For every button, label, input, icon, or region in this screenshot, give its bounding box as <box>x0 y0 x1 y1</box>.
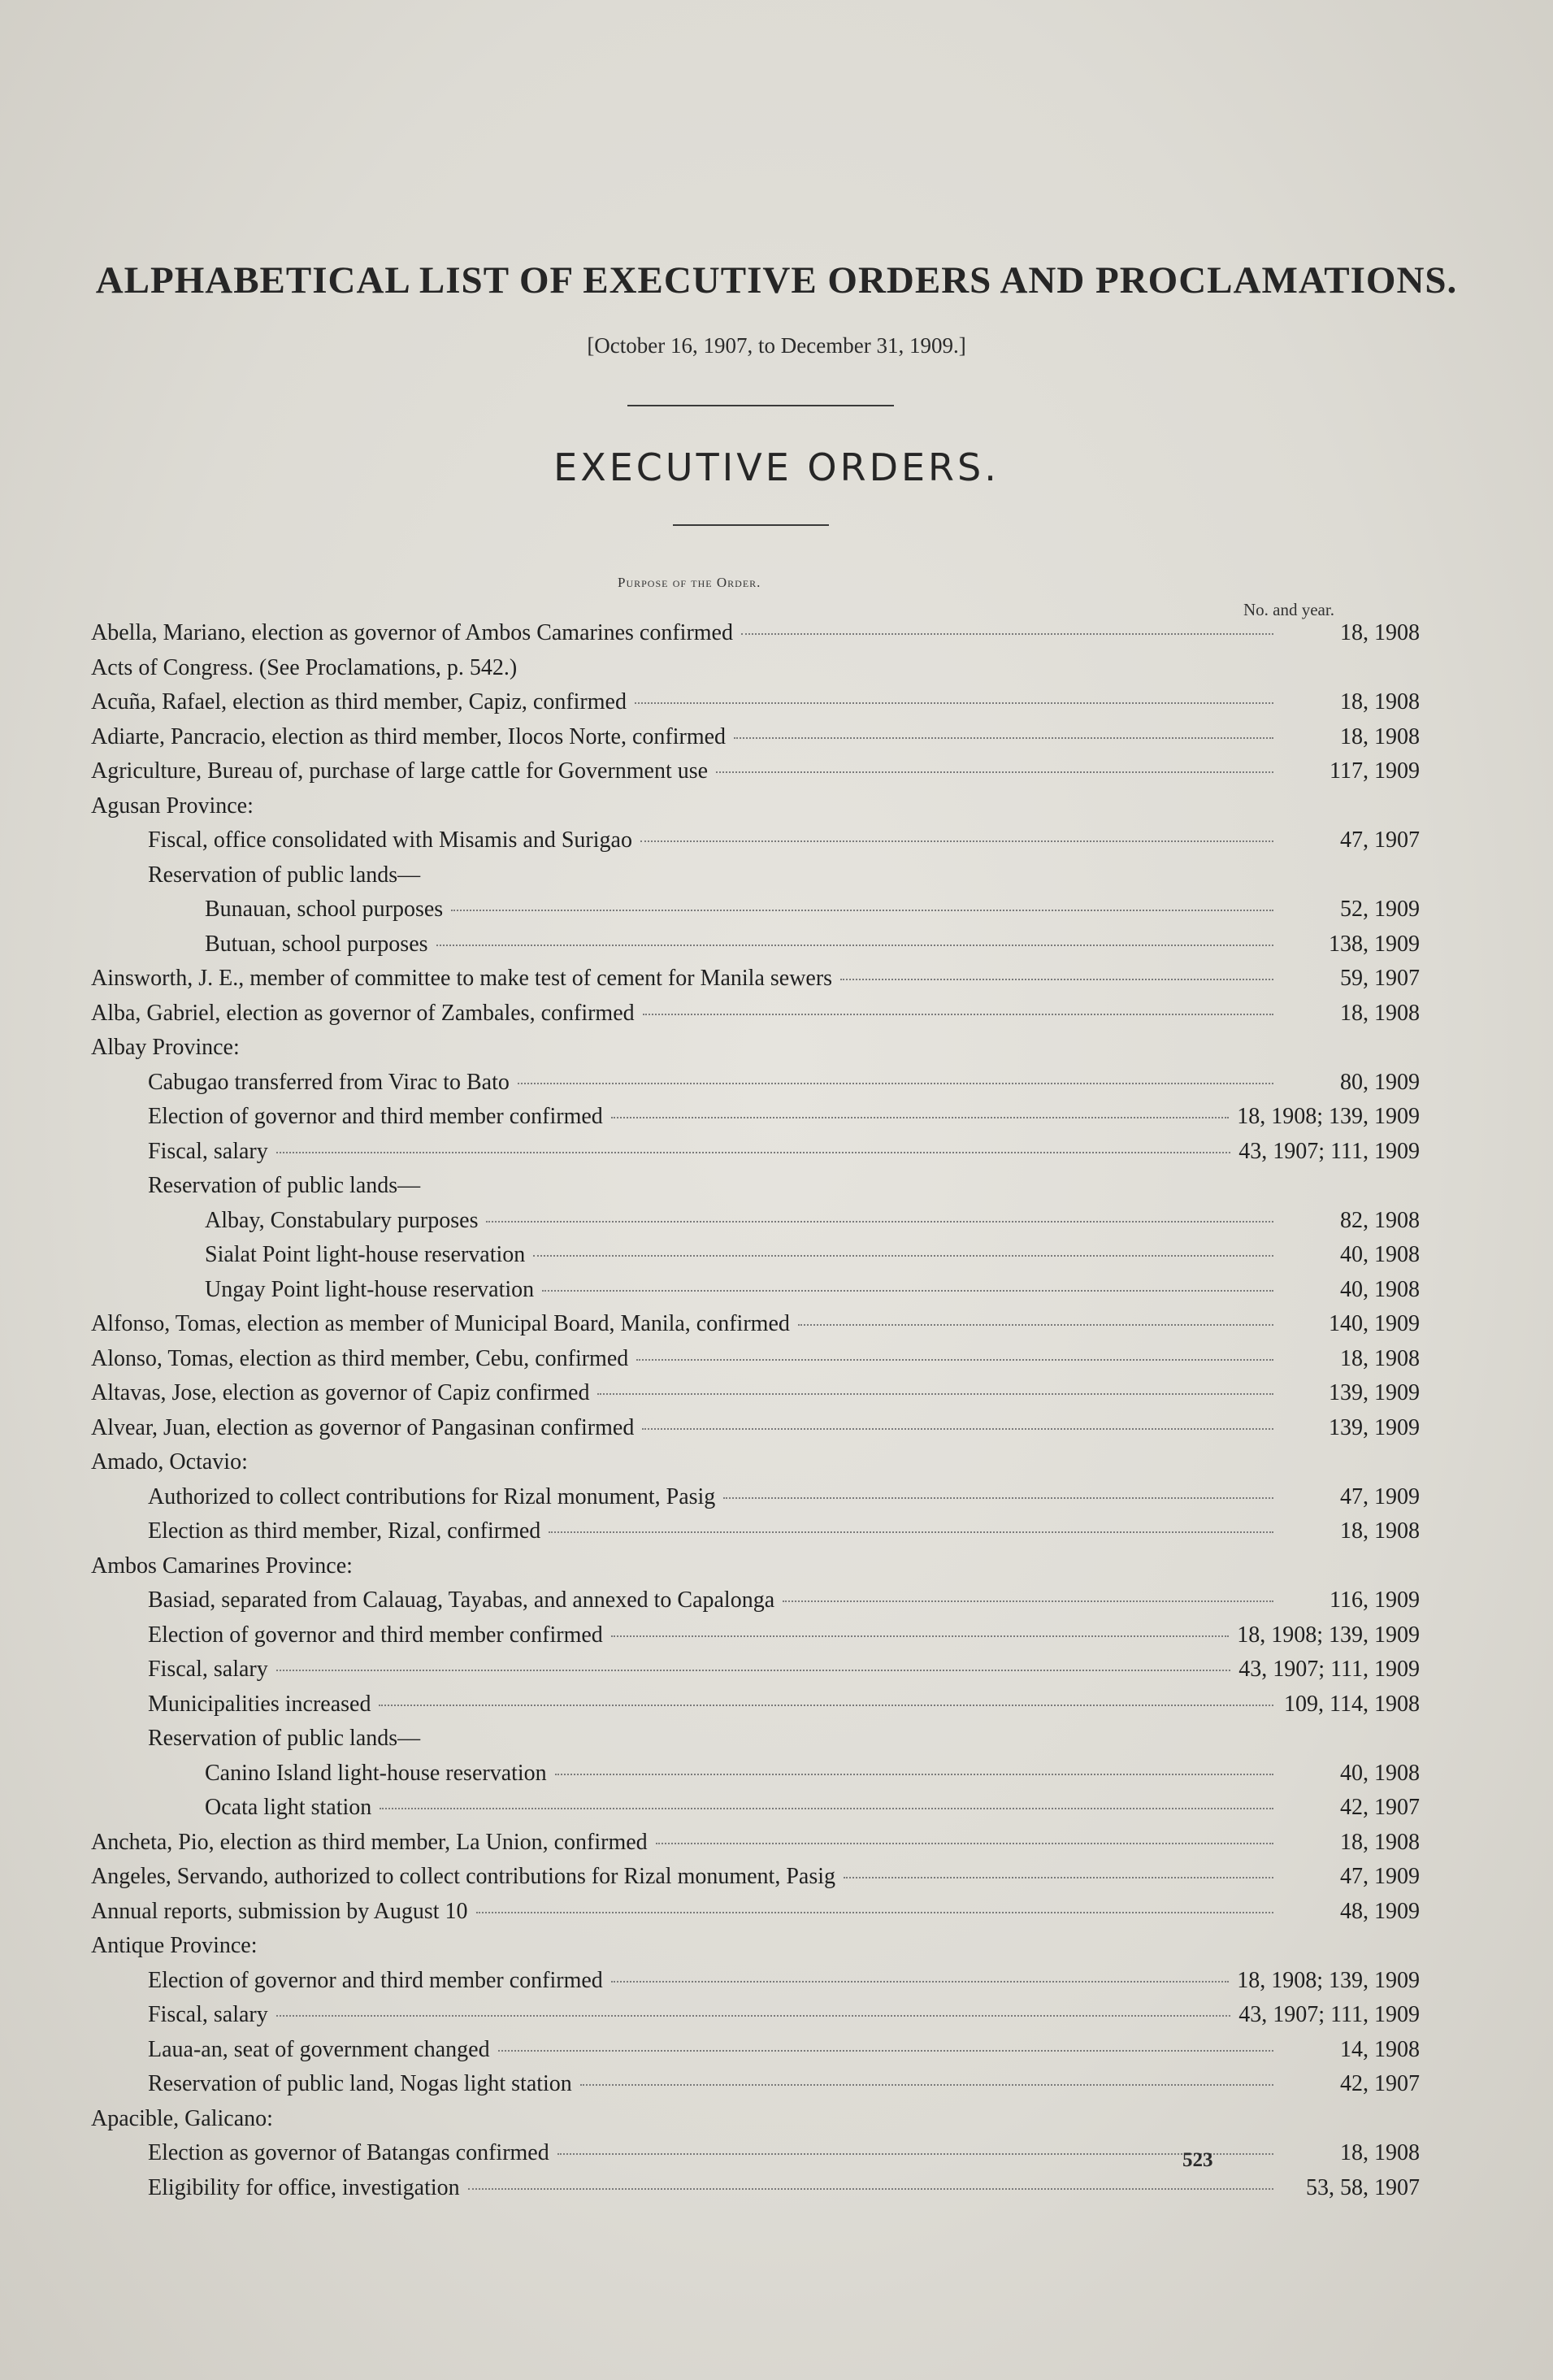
entry-text: Albay Province: <box>91 1035 240 1060</box>
entry-number: 18, 1908; 139, 1909 <box>1237 1104 1420 1129</box>
list-item <box>91 1583 1420 1618</box>
entry-number: 59, 1907 <box>1340 966 1420 991</box>
list-item <box>91 651 1420 686</box>
entry-text: Bunauan, school purposes <box>205 897 444 922</box>
entry-text: Antique Province: <box>91 1933 258 1958</box>
entry-text: Election as governor of Batangas confirmed <box>148 2140 549 2165</box>
list-item <box>91 1342 1420 1377</box>
leader-dots <box>611 1117 1229 1118</box>
entry-number: 80, 1909 <box>1340 1069 1420 1095</box>
entry-text: Reservation of public lands— <box>148 862 421 888</box>
list-item <box>91 2067 1420 2102</box>
list-item <box>91 1687 1420 1722</box>
list-item <box>91 1445 1420 1480</box>
list-item <box>91 1929 1420 1964</box>
list-item <box>91 1238 1420 1273</box>
entry-text: Acts of Congress. (See Proclamations, p. 542.) <box>91 654 518 680</box>
leader-dots <box>276 1152 1231 1153</box>
leader-dots <box>498 2050 1273 2052</box>
entry-text: Agriculture, Bureau of, purchase of large cattle for Government use <box>91 758 709 784</box>
entry-text: Fiscal, salary <box>148 1657 268 1682</box>
leader-dots <box>451 910 1273 911</box>
entry-number: 43, 1907; 111, 1909 <box>1238 2002 1420 2027</box>
entry-text: Fiscal, salary <box>148 2002 268 2027</box>
list-item <box>91 1066 1420 1101</box>
entry-text: Ocata light station <box>205 1795 372 1820</box>
list-item <box>91 997 1420 1031</box>
entry-number: 18, 1908 <box>1340 689 1420 714</box>
list-item <box>91 754 1420 789</box>
entry-number: 18, 1908; 139, 1909 <box>1237 1622 1420 1648</box>
list-item <box>91 1307 1420 1342</box>
leader-dots <box>542 1290 1273 1292</box>
leader-dots <box>557 2153 1273 2155</box>
leader-dots <box>597 1393 1273 1395</box>
entry-number: 116, 1909 <box>1330 1587 1420 1613</box>
entry-text: Laua-an, seat of government changed <box>148 2036 490 2062</box>
leader-dots <box>798 1324 1273 1326</box>
entry-number: 42, 1907 <box>1340 1795 1420 1820</box>
entry-number: 42, 1907 <box>1340 2071 1420 2096</box>
entry-number: 18, 1908; 139, 1909 <box>1237 1967 1420 1993</box>
list-item <box>91 685 1420 720</box>
entry-text: Municipalities increased <box>148 1691 371 1717</box>
entry-text: Alfonso, Tomas, election as member of Municipal Board, Manila, confirmed <box>91 1311 790 1336</box>
leader-dots <box>643 1014 1273 1015</box>
list-item <box>91 2033 1420 2068</box>
entry-number: 18, 1908 <box>1340 1829 1420 1855</box>
leader-dots <box>379 1705 1273 1706</box>
entry-number: 138, 1909 <box>1329 931 1420 957</box>
leader-dots <box>640 840 1273 842</box>
entry-text: Acuña, Rafael, election as third member, Capiz, confirmed <box>91 689 627 714</box>
section-title: EXECUTIVE ORDERS. <box>553 445 1000 489</box>
entry-text: Eligibility for office, investigation <box>148 2174 460 2200</box>
entry-text: Angeles, Servando, authorized to collect contributions for Rizal monument, Pasig <box>91 1864 836 1889</box>
entry-text: Reservation of public land, Nogas light station <box>148 2071 572 2096</box>
page-title: ALPHABETICAL LIST OF EXECUTIVE ORDERS AND PROCLAMATIONS. <box>95 259 1458 302</box>
list-item <box>91 1964 1420 1999</box>
entry-number: 82, 1908 <box>1340 1207 1420 1233</box>
leader-dots <box>476 1912 1273 1913</box>
list-item <box>91 1998 1420 2033</box>
entry-text: Agusan Province: <box>91 793 254 819</box>
divider-bottom <box>673 524 829 526</box>
leader-dots <box>276 1670 1231 1671</box>
entry-text: Adiarte, Pancracio, election as third member, Ilocos Norte, confirmed <box>91 723 727 749</box>
list-item <box>91 1514 1420 1549</box>
column-header-purpose: Purpose of the Order. <box>618 575 761 590</box>
entry-number: 18, 1908 <box>1340 1000 1420 1026</box>
list-item <box>91 1722 1420 1757</box>
entry-text: Alvear, Juan, election as governor of Pangasinan confirmed <box>91 1414 635 1440</box>
leader-dots <box>549 1531 1273 1533</box>
leader-dots <box>636 1359 1273 1361</box>
entry-text: Election as third member, Rizal, confirmed <box>148 1518 541 1544</box>
entry-number: 52, 1909 <box>1340 897 1420 922</box>
leader-dots <box>723 1497 1273 1499</box>
entry-text: Apacible, Galicano: <box>91 2105 273 2131</box>
entry-text: Ungay Point light-house reservation <box>205 1276 535 1302</box>
list-item <box>91 1895 1420 1930</box>
column-header-number: No. and year. <box>1243 600 1334 619</box>
list-item <box>91 1204 1420 1239</box>
leader-dots <box>844 1877 1273 1878</box>
entry-text: Altavas, Jose, election as governor of Capiz confirmed <box>91 1380 590 1405</box>
leader-dots <box>276 2015 1231 2017</box>
entry-number: 18, 1908 <box>1340 723 1420 749</box>
leader-dots <box>642 1428 1273 1430</box>
entry-number: 139, 1909 <box>1329 1414 1420 1440</box>
list-item <box>91 892 1420 927</box>
entry-list <box>91 616 1420 2205</box>
leader-dots <box>656 1843 1273 1844</box>
list-item <box>91 2136 1420 2171</box>
leader-dots <box>716 771 1273 773</box>
entry-text: Authorized to collect contributions for Rizal monument, Pasig <box>148 1483 716 1509</box>
leader-dots <box>611 1635 1229 1637</box>
entry-number: 140, 1909 <box>1329 1311 1420 1336</box>
leader-dots <box>580 2084 1273 2086</box>
leader-dots <box>555 1774 1273 1775</box>
entry-text: Basiad, separated from Calauag, Tayabas, and annexed to Capalonga <box>148 1587 775 1613</box>
list-item <box>91 1031 1420 1066</box>
entry-text: Ambos Camarines Province: <box>91 1553 353 1579</box>
list-item <box>91 1757 1420 1792</box>
entry-text: Alonso, Tomas, election as third member, Cebu, confirmed <box>91 1345 629 1371</box>
list-item <box>91 1273 1420 1308</box>
leader-dots <box>611 1981 1229 1983</box>
entry-text: Ancheta, Pio, election as third member, La Union, confirmed <box>91 1829 648 1855</box>
entry-text: Cabugao transferred from Virac to Bato <box>148 1069 510 1095</box>
list-item <box>91 927 1420 962</box>
list-item <box>91 1826 1420 1861</box>
page-number: 523 <box>1182 2149 1213 2171</box>
entry-number: 40, 1908 <box>1340 1276 1420 1302</box>
entry-number: 43, 1907; 111, 1909 <box>1238 1138 1420 1164</box>
list-item <box>91 1653 1420 1687</box>
entry-text: Reservation of public lands— <box>148 1726 421 1751</box>
list-item <box>91 1791 1420 1826</box>
list-item <box>91 789 1420 824</box>
leader-dots <box>533 1255 1273 1257</box>
entry-text: Sialat Point light-house reservation <box>205 1242 526 1267</box>
entry-number: 48, 1909 <box>1340 1898 1420 1924</box>
list-item <box>91 823 1420 858</box>
entry-number: 14, 1908 <box>1340 2036 1420 2062</box>
entry-number: 109, 114, 1908 <box>1284 1691 1420 1717</box>
list-item <box>91 1549 1420 1584</box>
entry-text: Election of governor and third member confirmed <box>148 1104 603 1129</box>
list-item <box>91 2171 1420 2206</box>
leader-dots <box>486 1221 1273 1223</box>
leader-dots <box>436 945 1273 946</box>
list-item <box>91 858 1420 893</box>
leader-dots <box>518 1083 1273 1084</box>
divider-top <box>627 405 894 406</box>
entry-text: Canino Island light-house reservation <box>205 1760 547 1786</box>
leader-dots <box>635 702 1273 704</box>
list-item <box>91 1618 1420 1653</box>
entry-text: Albay, Constabulary purposes <box>205 1207 479 1233</box>
list-item <box>91 2102 1420 2137</box>
entry-number: 18, 1908 <box>1340 1345 1420 1371</box>
leader-dots <box>840 979 1273 980</box>
entry-number: 43, 1907; 111, 1909 <box>1238 1657 1420 1682</box>
entry-number: 18, 1908 <box>1340 2140 1420 2165</box>
entry-text: Fiscal, office consolidated with Misamis and Surigao <box>148 827 632 853</box>
entry-text: Fiscal, salary <box>148 1138 268 1164</box>
entry-number: 47, 1909 <box>1340 1864 1420 1889</box>
entry-number: 139, 1909 <box>1329 1380 1420 1405</box>
entry-number: 53, 58, 1907 <box>1306 2174 1420 2200</box>
list-item <box>91 1376 1420 1411</box>
leader-dots <box>380 1808 1273 1809</box>
list-item <box>91 1135 1420 1170</box>
entry-number: 40, 1908 <box>1340 1242 1420 1267</box>
entry-number: 18, 1908 <box>1340 620 1420 645</box>
leader-dots <box>783 1600 1273 1602</box>
entry-text: Amado, Octavio: <box>91 1449 248 1474</box>
list-item <box>91 1480 1420 1515</box>
entry-number: 47, 1909 <box>1340 1483 1420 1509</box>
leader-dots <box>741 633 1273 635</box>
entry-text: Alba, Gabriel, election as governor of Zambales, confirmed <box>91 1000 635 1026</box>
entry-text: Election of governor and third member confirmed <box>148 1622 603 1648</box>
list-item <box>91 1860 1420 1895</box>
entry-text: Butuan, school purposes <box>205 931 428 957</box>
entry-text: Election of governor and third member confirmed <box>148 1967 603 1993</box>
entry-text: Reservation of public lands— <box>148 1173 421 1198</box>
list-item <box>91 962 1420 997</box>
list-item <box>91 616 1420 651</box>
entry-number: 40, 1908 <box>1340 1760 1420 1786</box>
date-range: [October 16, 1907, to December 31, 1909.] <box>587 333 966 358</box>
entry-number: 117, 1909 <box>1330 758 1420 784</box>
list-item <box>91 720 1420 755</box>
list-item <box>91 1100 1420 1135</box>
entry-number: 18, 1908 <box>1340 1518 1420 1544</box>
list-item <box>91 1169 1420 1204</box>
leader-dots <box>468 2188 1273 2190</box>
list-item <box>91 1411 1420 1446</box>
entry-text: Ainsworth, J. E., member of committee to make test of cement for Manila sewers <box>91 966 833 991</box>
entry-text: Annual reports, submission by August 10 <box>91 1898 468 1924</box>
leader-dots <box>734 737 1273 739</box>
entry-number: 47, 1907 <box>1340 827 1420 853</box>
entry-text: Abella, Mariano, election as governor of Ambos Camarines confirmed <box>91 620 733 645</box>
